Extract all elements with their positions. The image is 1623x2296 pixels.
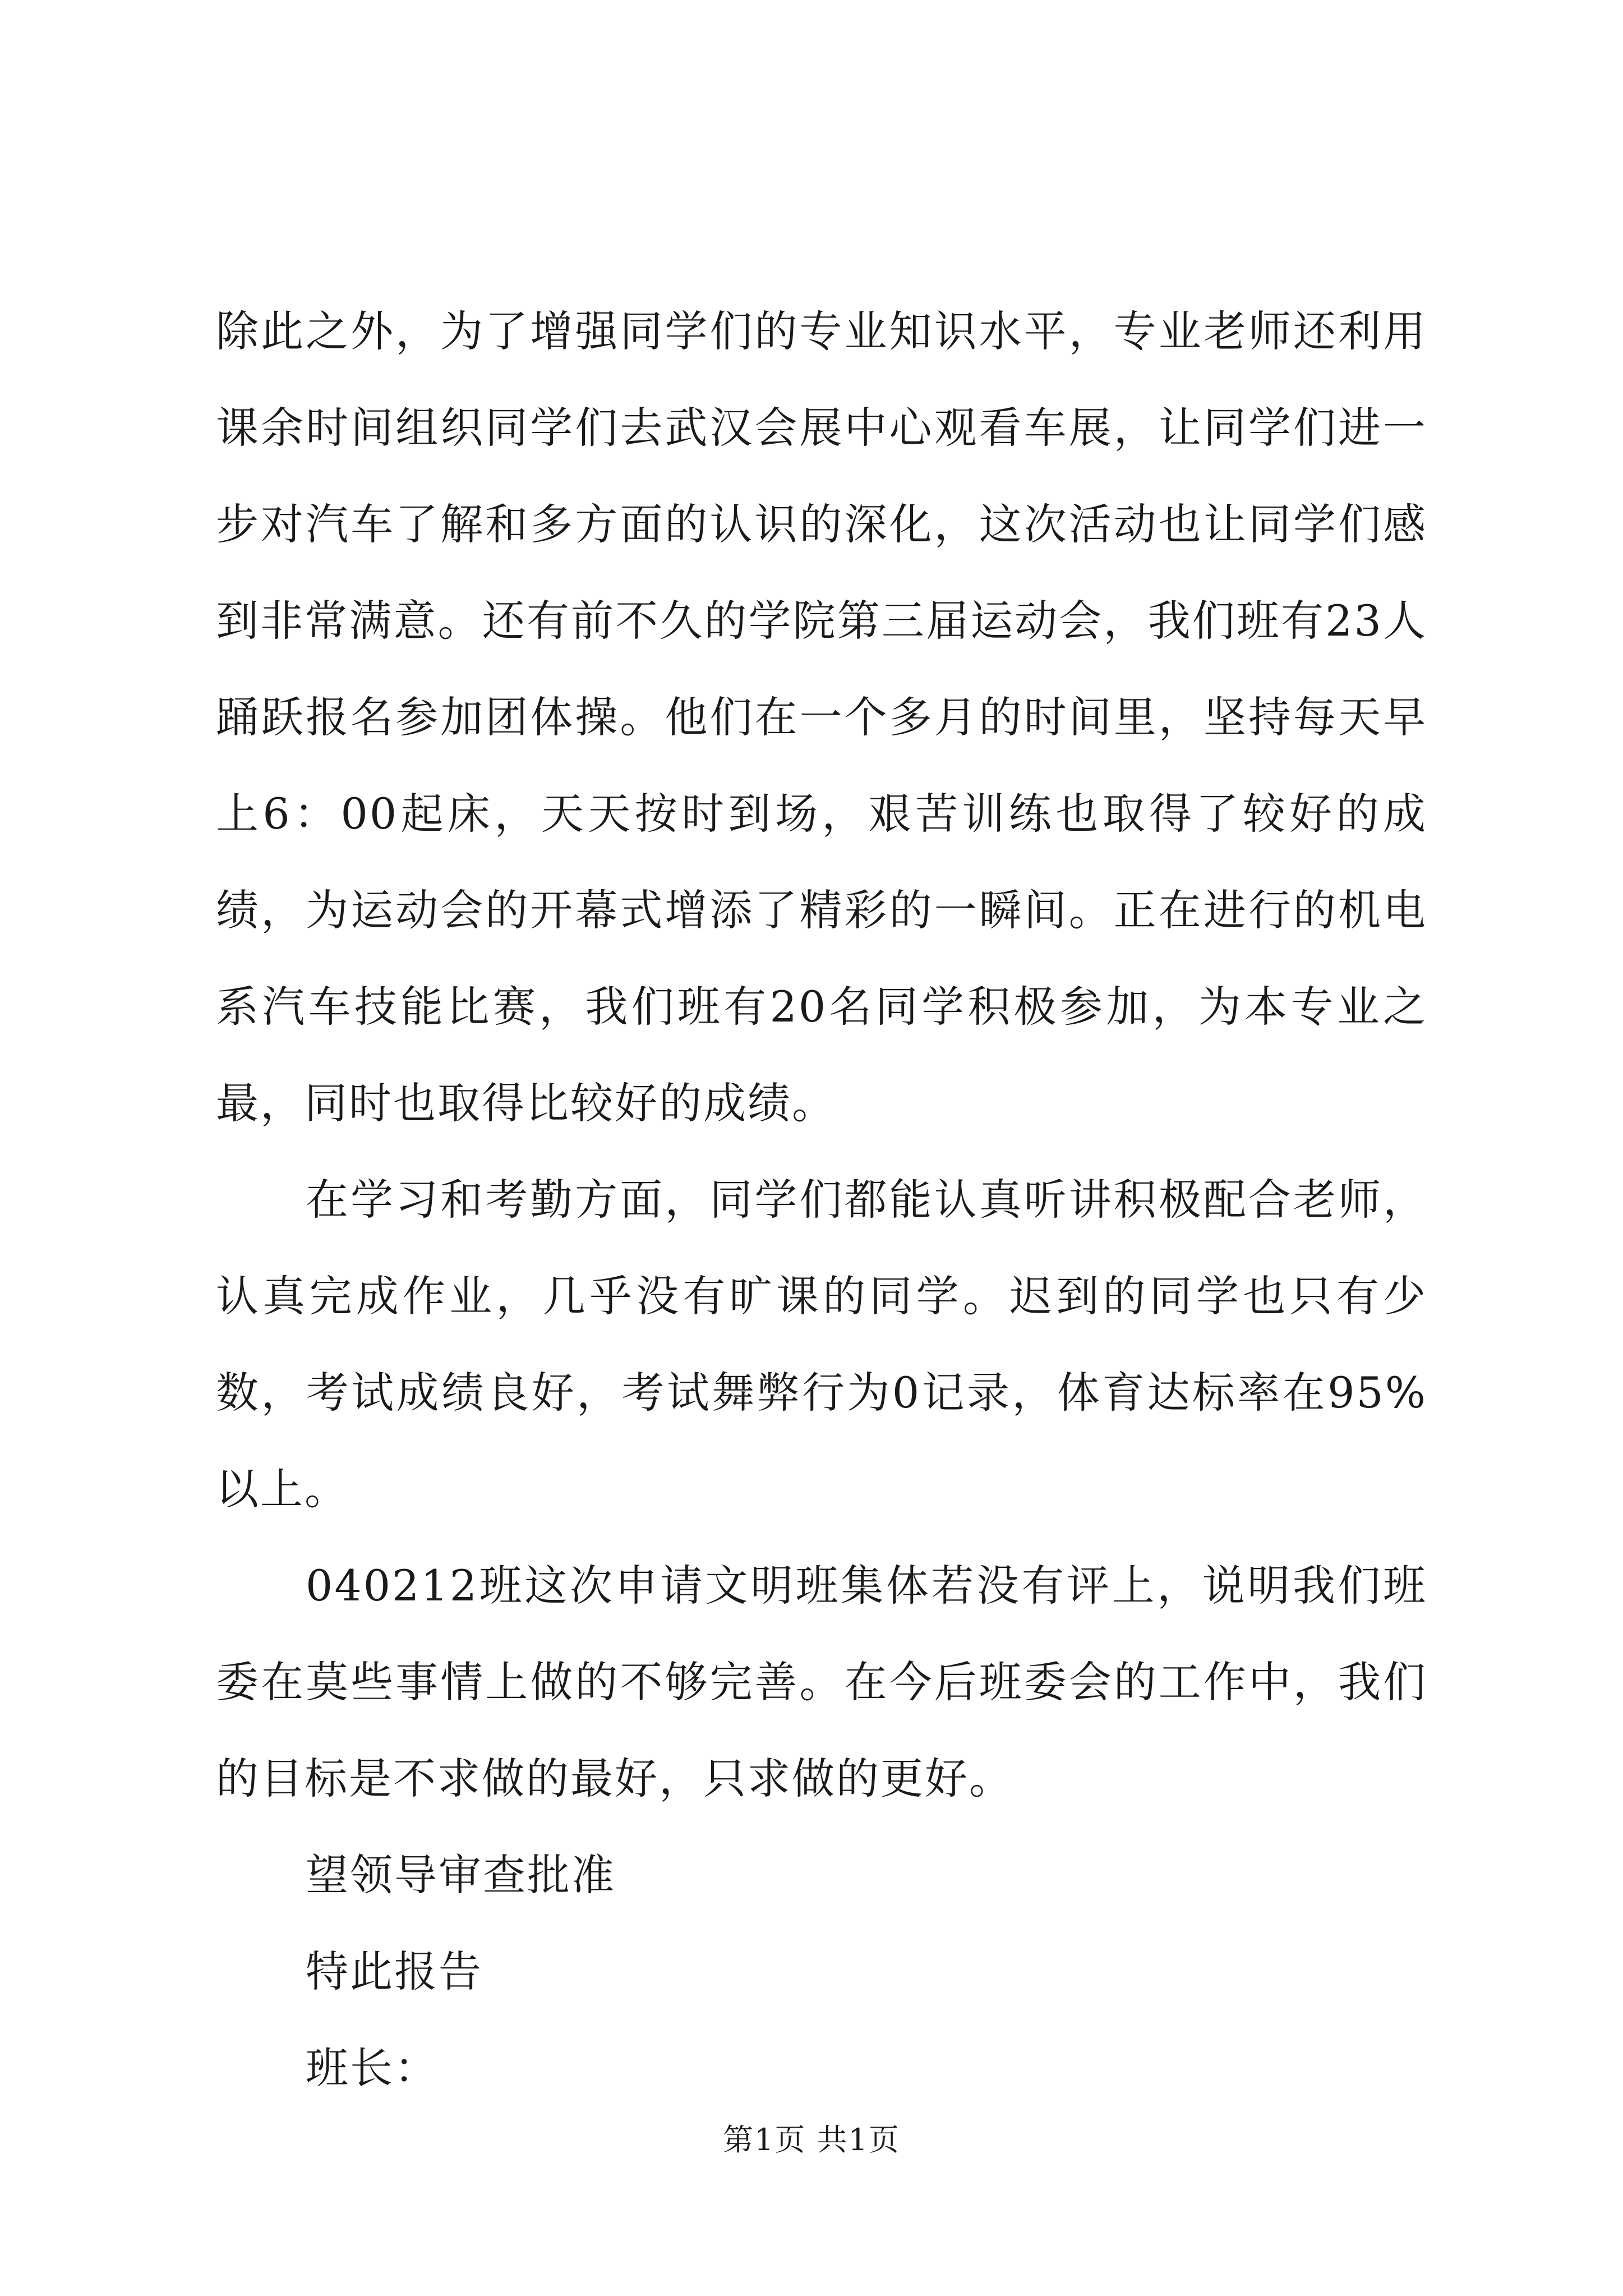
paragraph-application: 040212班这次申请文明班集体若没有评上，说明我们班委在莫些事情上做的不够完善。在今后班委会的工作中，我们的目标是不求做的最好，只求做的更好。 [216,1561,1427,1803]
paragraph-activities: 除此之外，为了增强同学们的专业知识水平，专业老师还利用课余时间组织同学们去武汉会展中心观看车展，让同学们进一步对汽车了解和多方面的认识的深化，这次活动也让同学们感到非常满意。还有前不久的学院第三届运动会，我们班有23人踊跃报名参加团体操。他们在一个多月的时间里，坚持每天早上6：00起床，天天按时到场，艰苦训练也取得了较好的成绩，为运动会的开幕式增添了精彩的一瞬间。正在进行的机电系汽车技能比赛，我们班有20名同学积极参加，为本专业之最，同时也取得比较好的成绩。 [216,306,1427,1128]
closing-monitor-signature: 班长： [306,2043,439,2093]
closing-request: 望领导审查批准 [306,1850,616,1900]
document-body [216,283,1427,2116]
paragraph-study-attendance: 在学习和考勤方面，同学们都能认真听讲积极配合老师，认真完成作业，几乎没有旷课的同学。迟到的同学也只有少数，考试成绩良好，考试舞弊行为0记录，体育达标率在95%以上。 [216,1175,1427,1514]
closing-report: 特此报告 [306,1947,483,1996]
page-footer: 第1页 共1页 [723,2122,900,2157]
